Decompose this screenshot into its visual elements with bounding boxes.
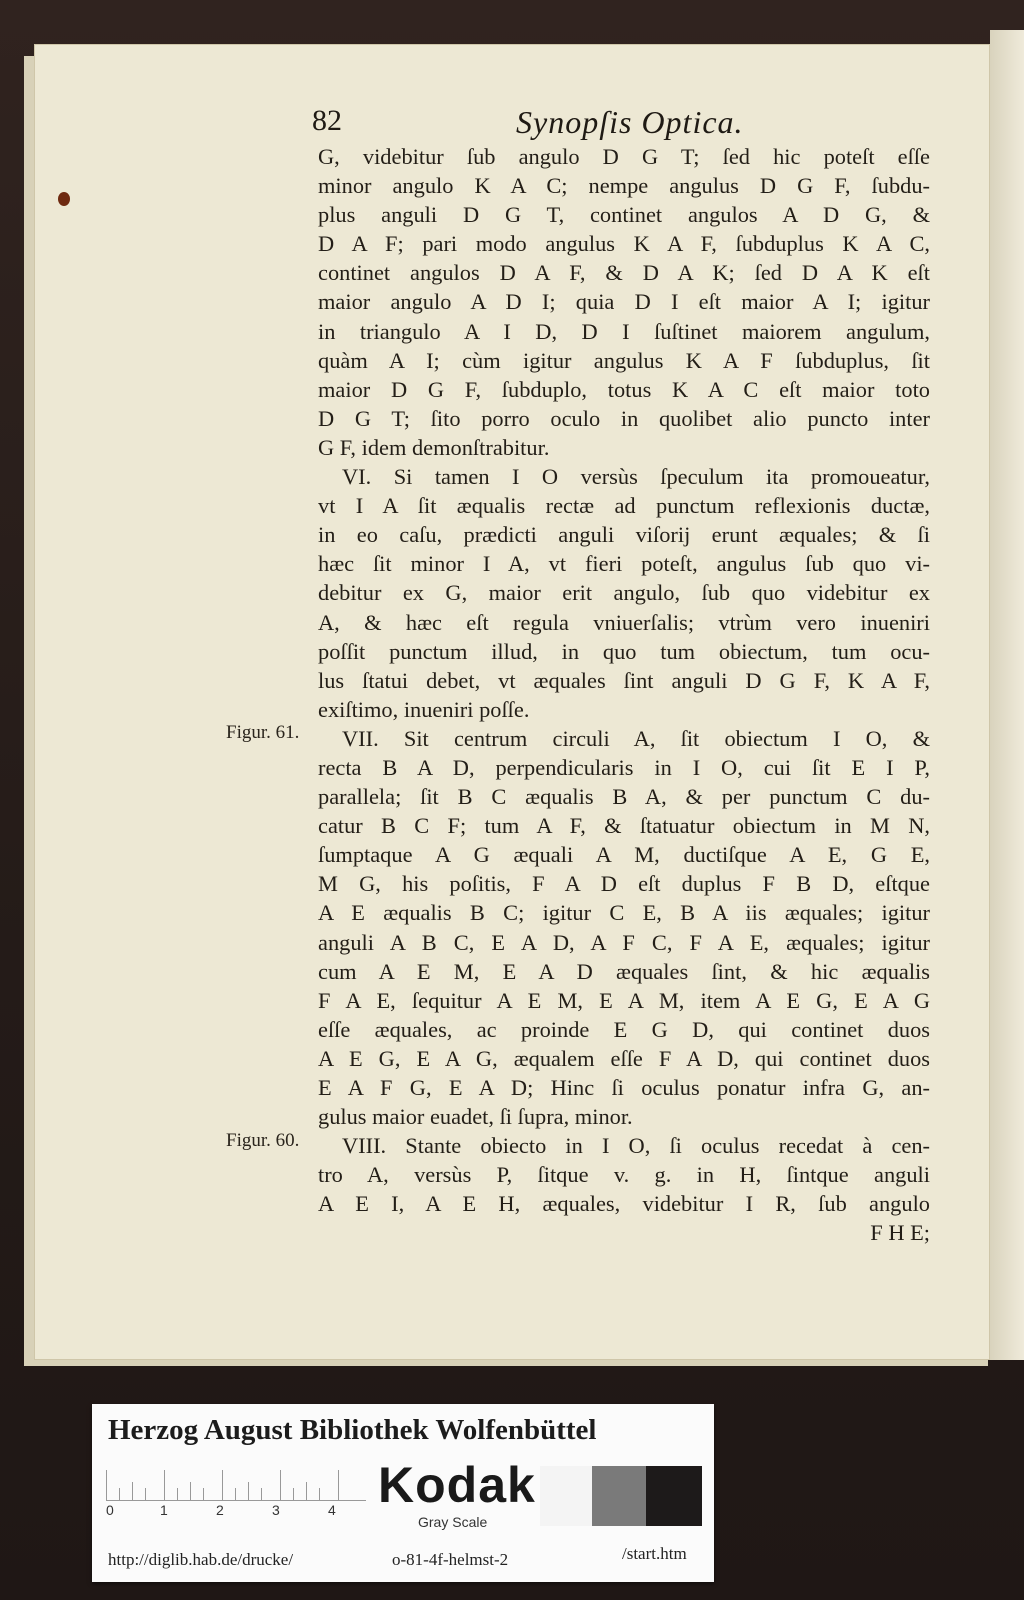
ruler-tick	[235, 1488, 236, 1500]
gray-swatch-white	[540, 1466, 592, 1526]
text-line: tro A, versùs P, ſitque v. g. in H, ſintque anguli	[318, 1162, 930, 1188]
text-line: plus anguli D G T, continet angulos A D G, &	[318, 202, 930, 228]
ruler-tick	[280, 1470, 281, 1500]
text-line: A E G, E A G, æqualem eſſe F A D, qui continet duos	[318, 1045, 930, 1071]
text-line: M G, his poſitis, F A D eſt duplus F B D, eſtque	[318, 871, 930, 897]
text-line: cum A E M, E A D æquales ſint, & hic æqualis	[318, 958, 930, 984]
ruler-tick	[145, 1488, 146, 1500]
text-line: D G T; ſito porro oculo in quolibet alio puncto inter	[318, 405, 930, 431]
ruler-tick	[119, 1488, 120, 1500]
url-page: /start.htm	[622, 1544, 687, 1563]
color-target-card	[92, 1404, 714, 1582]
text-line: G, videbitur ſub angulo D G T; ſed hic poteſt eſſe	[318, 144, 930, 169]
ruler-tick	[306, 1482, 307, 1500]
text-line: parallela; ſit B C æqualis B A, & per punctum C du-	[318, 784, 930, 810]
ruler-tick	[222, 1470, 223, 1500]
ruler-number: 1	[160, 1502, 168, 1518]
text-line: continet angulos D A F, & D A K; ſed D A K eſt	[318, 260, 930, 286]
gray-swatch-mid	[592, 1466, 646, 1526]
text-line: in eo caſu, prædicti anguli viſorij erunt æquales; & ſi	[318, 522, 930, 548]
gray-scale-label: Gray Scale	[418, 1514, 488, 1530]
page-number: 82	[312, 104, 342, 137]
text-line: debitur ex G, maior erit angulo, ſub quo videbitur ex	[318, 580, 930, 606]
text-line: minor angulo K A C; nempe angulus D G F, ſubdu-	[318, 173, 930, 199]
text-line: anguli A B C, E A D, A F C, F A E, æquales; igitur	[318, 929, 930, 955]
kodak-logo: Kodak	[378, 1457, 536, 1513]
url-id: o-81-4f-helmst-2	[392, 1550, 509, 1569]
facing-page-strip	[990, 30, 1024, 1360]
text-line: F A E, ſequitur A E M, E A M, item A E G, E A G	[318, 987, 930, 1013]
ruler-tick	[132, 1482, 133, 1500]
ruler-tick	[338, 1470, 339, 1500]
text-line: VIII. Stante obiecto in I O, ſi oculus recedat à cen-	[342, 1133, 930, 1159]
text-line: A E æqualis B C; igitur C E, B A iis æquales; igitur	[318, 900, 930, 926]
ruler-tick	[164, 1470, 165, 1500]
ruler-tick	[106, 1470, 107, 1500]
text-line: G F, idem demonſtrabitur.	[318, 434, 550, 460]
text-line: quàm A I; cùm igitur angulus K A F ſubduplus, ſit	[318, 347, 930, 373]
text-line: in triangulo A I D, D I ſuſtinet maiorem angulum,	[318, 318, 930, 344]
text-line: E A F G, E A D; Hinc ſi oculus ponatur infra G, an-	[318, 1075, 930, 1100]
text-line: exiſtimo, inueniri poſſe.	[318, 696, 530, 722]
ruler-tick	[190, 1482, 191, 1500]
text-line: gulus maior euadet, ſi ſupra, minor.	[318, 1104, 633, 1130]
ruler-number: 0	[106, 1502, 114, 1518]
text-line: recta B A D, perpendicularis in I O, cui ſit E I P,	[318, 754, 930, 780]
scale-ruler	[106, 1470, 366, 1501]
ruler-tick	[248, 1482, 249, 1500]
catchword: F H E;	[870, 1220, 930, 1246]
ruler-tick	[203, 1488, 204, 1500]
text-line: ſumptaque A G æquali A M, ductiſque A E, G E,	[318, 842, 930, 868]
text-line: lus ſtatui debet, vt æquales ſint anguli D G F, K A F,	[318, 667, 930, 693]
margin-note-figure-60: Figur. 60.	[226, 1130, 300, 1151]
body-text	[318, 142, 930, 1248]
text-line: A E I, A E H, æquales, videbitur I R, ſub angulo	[318, 1191, 930, 1217]
text-line: poſſit punctum illud, in quo tum obiectum, tum ocu-	[318, 638, 930, 664]
text-line: hæc ſit minor I A, vt fieri poteſt, angulus ſub quo vi-	[318, 551, 930, 577]
text-line: VI. Si tamen I O versùs ſpeculum ita promoueatur,	[342, 464, 930, 490]
ruler-number: 3	[272, 1502, 280, 1518]
ink-stain	[58, 192, 70, 206]
text-line: maior angulo A D I; quia D I eſt maior A I; igitur	[318, 289, 930, 315]
text-line: D A F; pari modo angulus K A F, ſubduplus K A C,	[318, 231, 930, 257]
text-line: eſſe æquales, ac proinde E G D, qui continet duos	[318, 1016, 930, 1042]
ruler-tick	[177, 1488, 178, 1500]
ruler-number: 4	[328, 1502, 336, 1518]
ruler-number: 2	[216, 1502, 224, 1518]
url-base: http://diglib.hab.de/drucke/	[108, 1550, 294, 1569]
gray-swatch-black	[646, 1466, 702, 1526]
text-line: vt I A ſit æqualis rectæ ad punctum reflexionis ductæ,	[318, 493, 930, 519]
text-line: maior D G F, ſubduplo, totus K A C eſt maior toto	[318, 376, 930, 402]
text-line: A, & hæc eſt regula vniuerſalis; vtrùm vero inueniri	[318, 609, 930, 635]
text-line: VII. Sit centrum circuli A, ſit obiectum I O, &	[342, 725, 930, 751]
ruler-tick	[261, 1488, 262, 1500]
ruler-tick	[319, 1488, 320, 1500]
library-name: Herzog August Bibliothek Wolfenbüttel	[108, 1414, 597, 1446]
running-title: Synopſis Optica.	[516, 104, 744, 140]
ruler-tick	[293, 1488, 294, 1500]
margin-note-figure-61: Figur. 61.	[226, 722, 300, 743]
text-line: catur B C F; tum A F, & ſtatuatur obiectum in M N,	[318, 813, 930, 839]
